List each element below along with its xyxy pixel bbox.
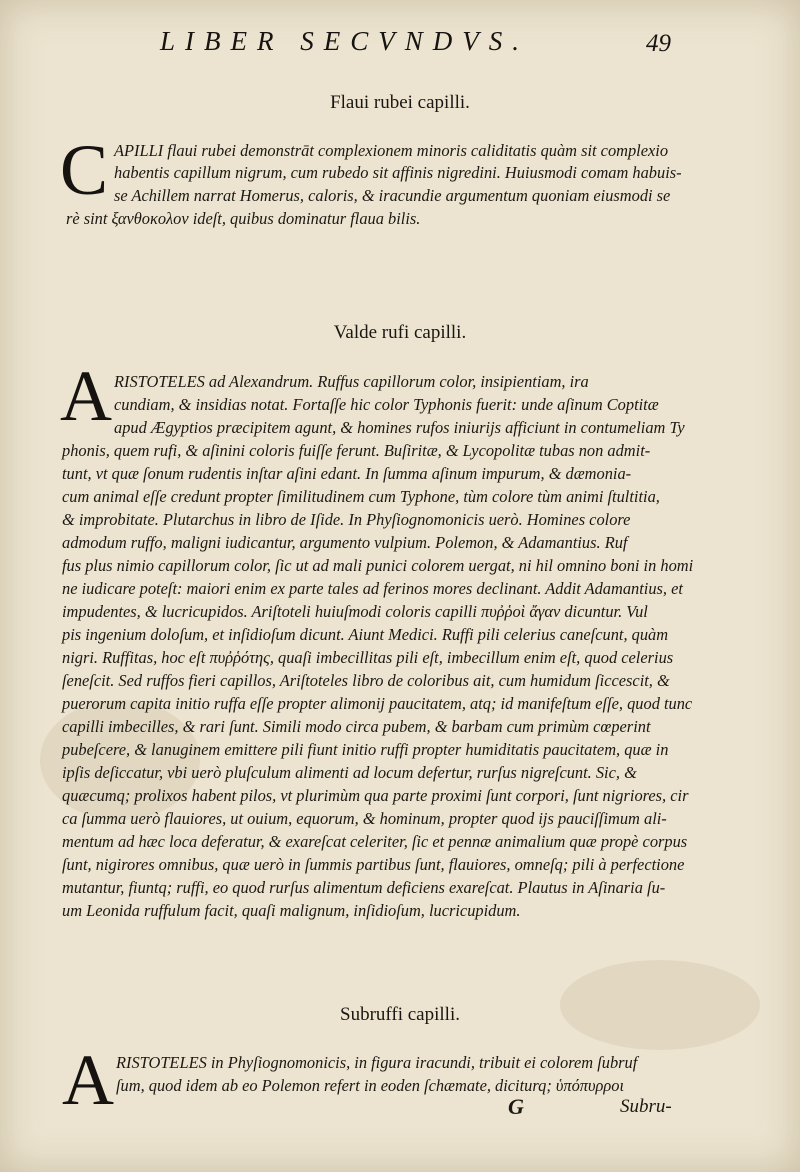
text-line: RISTOTELES ad Alexandrum. Ruffus capillorum color, insipientiam, ira [114, 372, 589, 391]
text-line: cundiam, & insidias notat. Fortaſſe hic color Typhonis fuerit: unde aſinum Coptitæ [114, 395, 659, 414]
text-line: apud Ægyptios præcipitem agunt, & homines rufos iniurijs afficiunt in contumeliam Ty [114, 418, 685, 437]
running-head-title: LIBER SECVNDVS. [160, 26, 529, 56]
text-line: ipſis deſiccatur, vbi uerò pluſculum alimenti ad locum defertur, rurſus nigreſcunt. Sic, & [62, 763, 637, 782]
text-line: RISTOTELES in Phyſiognomonicis, in figura iracundi, tribuit ei colorem ſubruf [116, 1053, 638, 1072]
text-line: ſeneſcit. Sed ruffos fieri capillos, Ariſtoteles libro de coloribus ait, cum humidum ſiccescit, & [62, 671, 670, 690]
drop-cap-initial: A [60, 356, 112, 436]
text-line: quæcumq; prolixos habent pilos, vt plurimùm qua parte proximi ſunt corpori, ſunt nigriores, cir [62, 786, 689, 805]
section-heading: Valde rufi capilli. [333, 322, 467, 343]
catchword: Subru- [620, 1096, 672, 1117]
signature-mark: G [508, 1094, 524, 1119]
text-line: pubeſcere, & lanuginem emittere pili fiunt initio ruffi propter humiditatis paucitatem, quæ in [62, 740, 669, 759]
text-line: & improbitate. Plutarchus in libro de Iſide. In Phyſiognomonicis uerò. Homines colore [62, 510, 631, 529]
text-line: impudentes, & lucricupidos. Ariſtoteli huiuſmodi coloris capilli πυῤῥοὶ ἄγαν dicuntur. Vul [62, 602, 648, 621]
text-line: mutantur, fiuntq; ruffi, eo quod rurſus alimentum deficiens exareſcat. Plautus in Aſinaria ſu- [62, 878, 666, 897]
text-line: puerorum capita initio ruffa eſſe propter alimonij paucitatem, atq; id manifeſtum eſſe, quod tunc [62, 694, 693, 713]
text-line: pis ingenium doloſum, et inſidioſum dicunt. Aiunt Medici. Ruffi pili celerius caneſcunt, quàm [62, 625, 669, 644]
text-line: phonis, quem rufi, & aſinini coloris fuiſſe ferunt. Buſiritæ, & Lycopolitæ tubas non admit- [62, 441, 651, 460]
text-line: admodum ruffo, maligni iudicantur, argumento vulpium. Polemon, & Adamantius. Ruf [62, 533, 628, 552]
section-heading: Flaui rubei capilli. [330, 92, 470, 113]
text-line: APILLI flaui rubei demonstrāt complexionem minoris caliditatis quàm sit complexio [114, 141, 669, 160]
running-head [0, 22, 800, 62]
text-line: capilli imbecilles, & rari ſunt. Simili modo circa pubem, & barbam cum primùm cœperint [62, 717, 651, 736]
page-number: 49 [646, 30, 671, 57]
text-line: ſunt, nigirores omnibus, quæ uerò in ſummis partibus ſunt, flauiores, omneſq; pili à perfectione [62, 855, 685, 874]
text-line: habentis capillum nigrum, cum rubedo sit affinis nigredini. Huiusmodi comam habuis- [114, 163, 682, 182]
text-line: mentum ad hæc loca deferatur, & exareſcat celeriter, ſic et pennæ animalium quæ propè corpus [62, 832, 688, 851]
text-line: ne iudicare poteſt: maiori enim ex parte tales ad ferinos mores declinant. Addit Adamantius, et [62, 579, 683, 598]
text-line: tunt, vt quæ ſonum rudentis inſtar aſini edant. In ſumma aſinum impurum, & dæmonia- [62, 464, 632, 483]
section-heading: Subruffi capilli. [340, 1004, 460, 1025]
text-line: rè sint ξανθοκολον ideſt, quibus dominatur flaua bilis. [66, 209, 421, 228]
text-line: fus plus nimio capillorum color, ſic ut ad mali punici colorem uergat, ni hil omnino boni in homi [62, 556, 694, 575]
text-line: cum animal eſſe credunt propter ſimilitudinem cum Typhone, tùm colore tùm animi ſtultitia, [62, 487, 660, 506]
text-line: um Leonida ruffulum facit, quaſi malignum, inſidioſum, lucricupidum. [62, 901, 521, 920]
drop-cap-initial: C [60, 130, 109, 210]
text-line: se Achillem narrat Homerus, caloris, & iracundie argumentum quoniam eiusmodi se [114, 186, 671, 205]
text-line: ca ſumma uerò flauiores, ut ouium, equorum, & hominum, propter quod ijs pauciſſimum ali- [62, 809, 667, 828]
text-line: nigri. Ruffitas, hoc eſt πυῤῥότης, quaſi imbecillitas pili eſt, imbecillum enim eſt, quod celerius [62, 648, 674, 667]
drop-cap-initial: A [62, 1040, 114, 1120]
text-line: ſum, quod idem ab eo Polemon refert in eoden ſchæmate, diciturq; ὑπόπυρροι [116, 1076, 625, 1095]
